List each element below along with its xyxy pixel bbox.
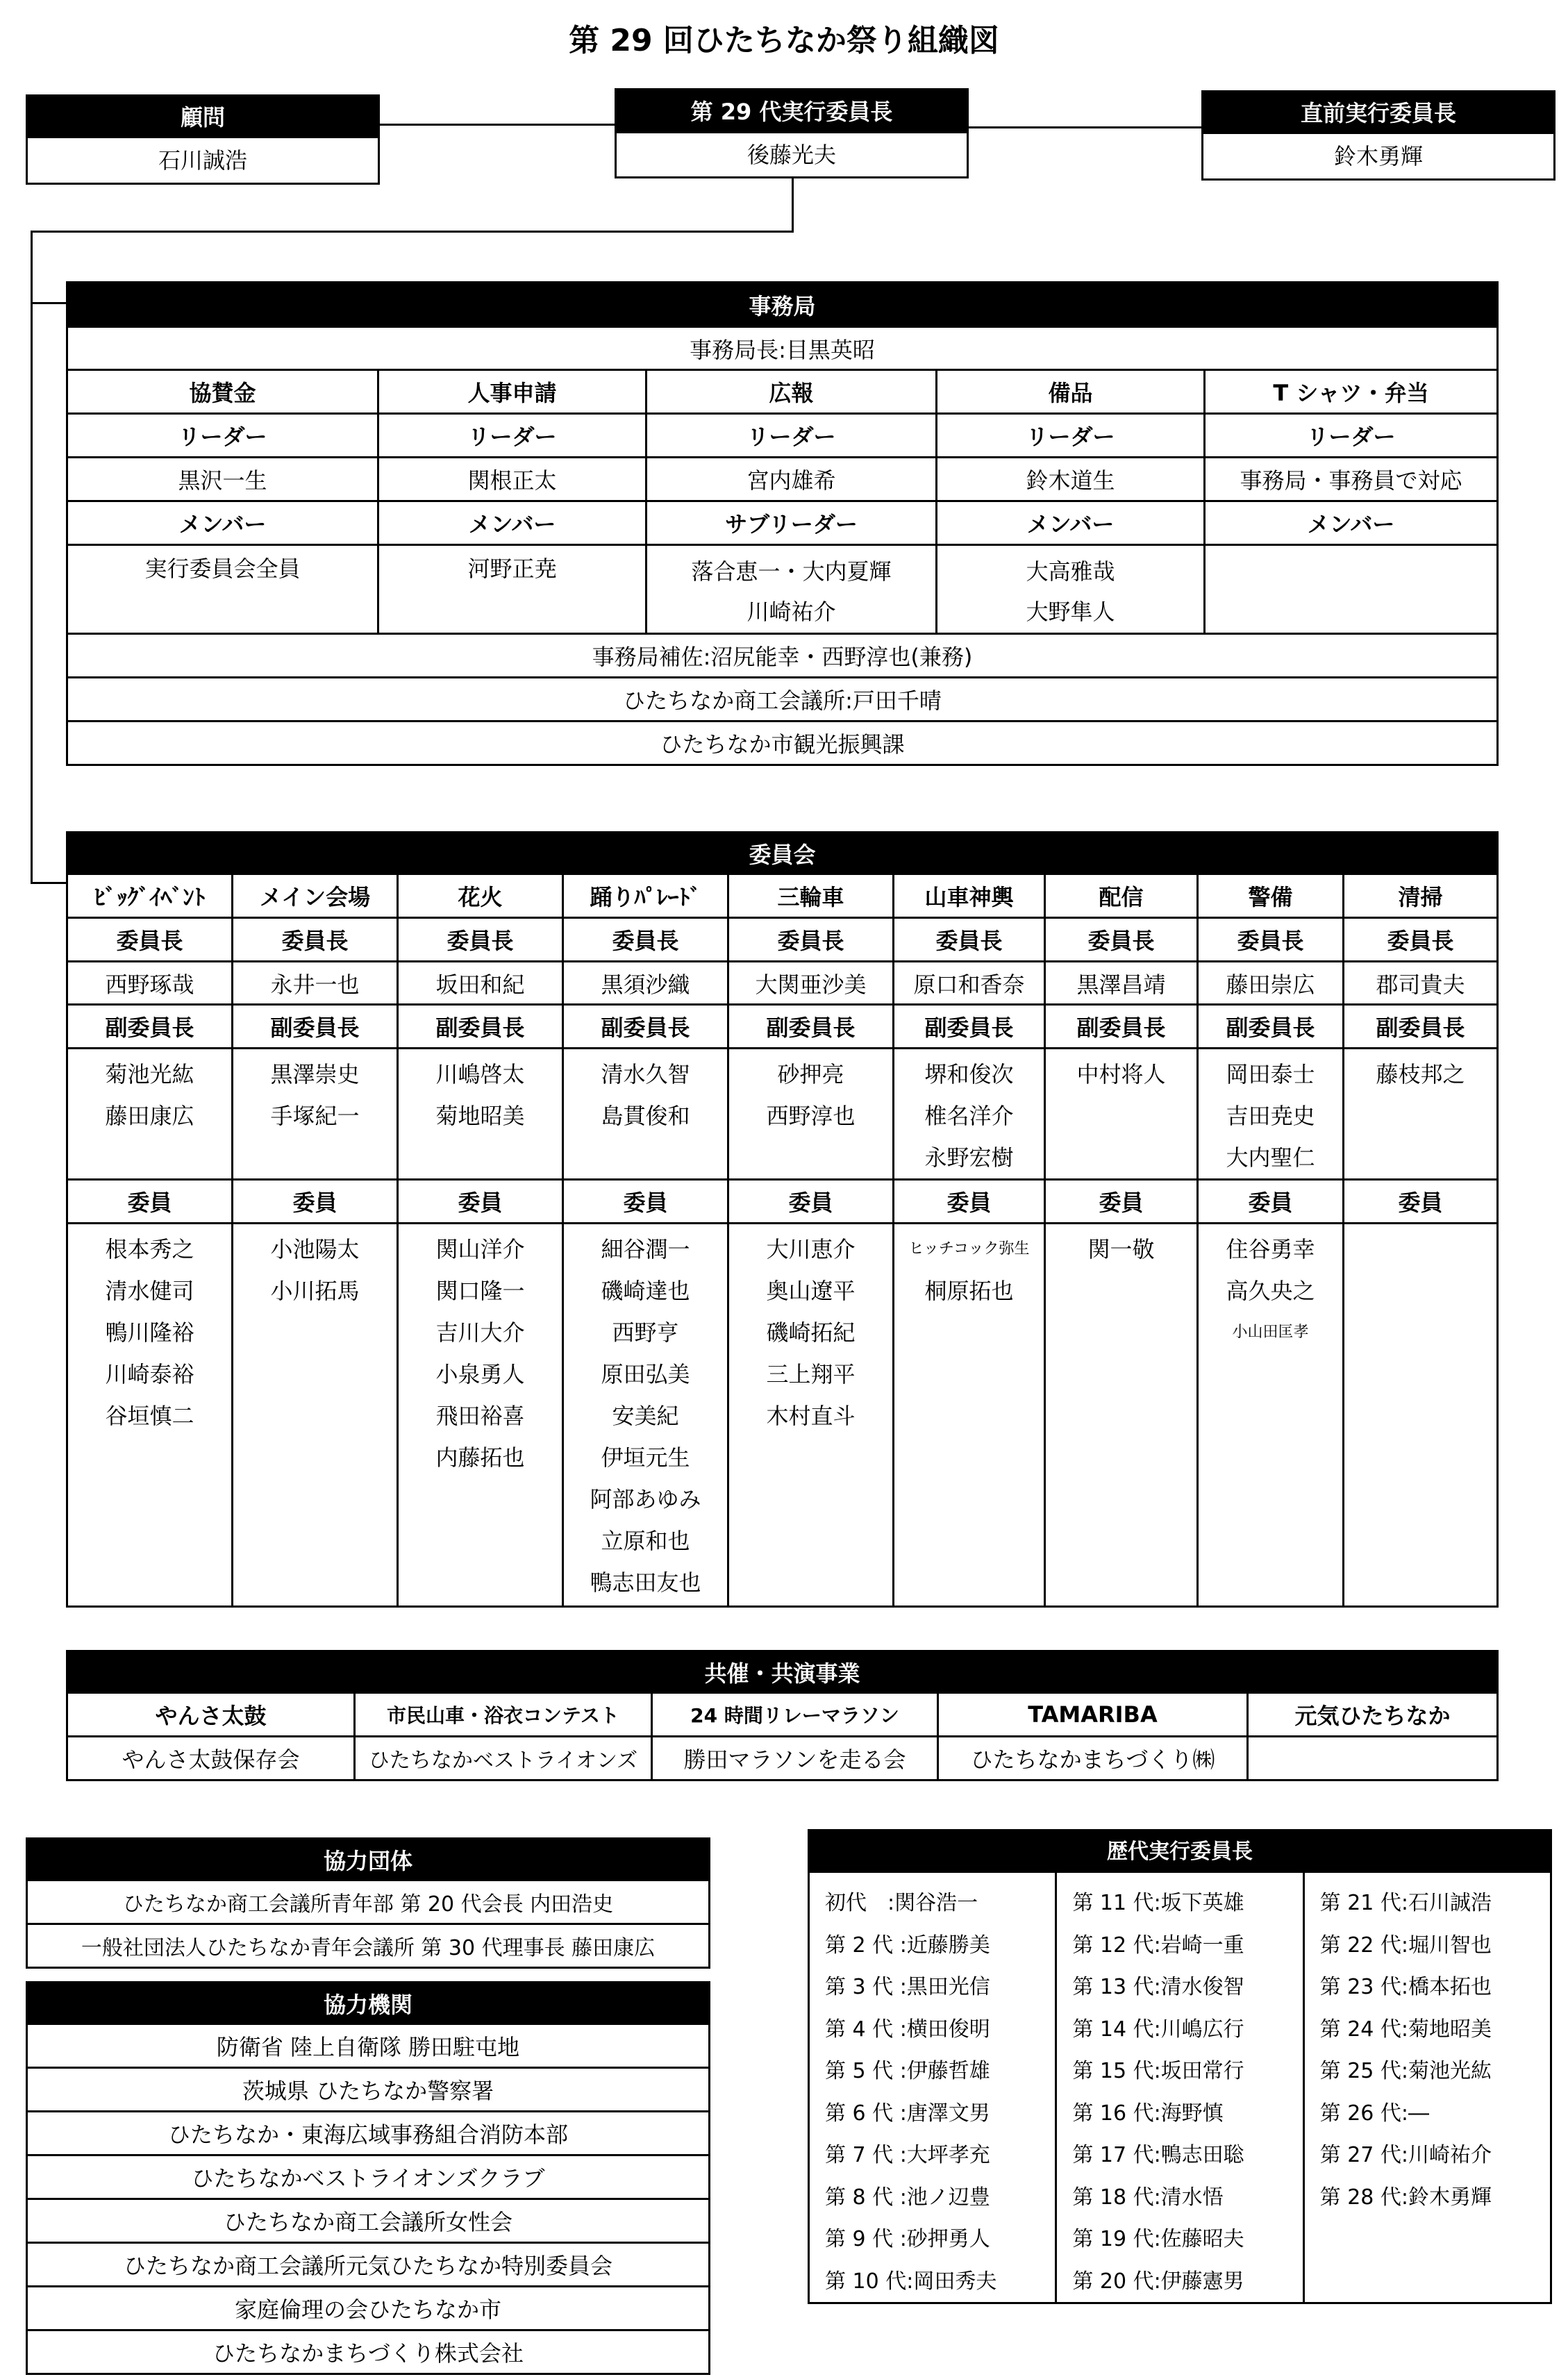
committee-table <box>66 831 1499 1608</box>
cooperating-agency-item: 家庭倫理の会ひたちなか市 <box>27 2287 710 2330</box>
vice-chair-name: 菊地昭美 <box>435 1103 525 1129</box>
cooperating-agency-item: ひたちなか商工会議所元気ひたちなか特別委員会 <box>27 2243 710 2287</box>
history-entry: 第 26 代:― <box>1319 2101 1430 2126</box>
member-label: 委員 <box>398 1180 563 1224</box>
history-entry: 第 15 代:坂田常行 <box>1072 2059 1244 2083</box>
joint-org: やんさ太鼓保存会 <box>67 1737 355 1780</box>
secretariat-members <box>378 545 647 634</box>
committee-columns-row <box>67 874 1498 918</box>
vice-chair-name: 手塚紀一 <box>270 1103 360 1129</box>
secretariat-members <box>647 545 937 634</box>
member-name: 伊垣元生 <box>601 1444 690 1471</box>
member-name: 高久央之 <box>1226 1278 1315 1304</box>
chair-name: 黒澤昌靖 <box>1045 962 1198 1005</box>
secretariat-column: 広報 <box>647 370 937 414</box>
member-name: 根本秀之 <box>105 1236 194 1262</box>
committee-vice-label-row <box>67 1005 1498 1049</box>
secretariat-members-row <box>67 545 1498 634</box>
leader-label: リーダー <box>1205 414 1498 458</box>
history-entry: 第 27 代:川崎祐介 <box>1319 2143 1492 2167</box>
joint-name: 市民山車・浴衣コンテスト <box>355 1693 652 1737</box>
member-name: 磯崎拓紀 <box>766 1319 856 1346</box>
member-label: 委員 <box>233 1180 398 1224</box>
vice-chair-label: 副委員長 <box>1045 1005 1198 1049</box>
leader-name: 宮内雄希 <box>647 458 937 501</box>
vice-chair-name: 椎名洋介 <box>924 1103 1014 1129</box>
history-box <box>808 1829 1552 2304</box>
committee-header: 委員会 <box>67 833 1498 874</box>
committee-column: 山車神輿 <box>894 874 1045 918</box>
history-entry: 第 11 代:坂下英雄 <box>1072 1891 1244 1915</box>
vice-chair-name: 大内聖仁 <box>1226 1144 1315 1171</box>
history-entry: 第 28 代:鈴木勇輝 <box>1319 2185 1492 2210</box>
member-name: 磯崎達也 <box>601 1278 690 1304</box>
secretariat-assistant: 事務局補佐:沼尻能幸・西野淳也(兼務) <box>67 634 1498 678</box>
history-entry: 第 19 代:佐藤昭夫 <box>1072 2227 1244 2251</box>
joint-name: 24 時間リレーマラソン <box>652 1693 938 1737</box>
member-name: 谷垣慎二 <box>105 1403 194 1429</box>
member-label: 委員 <box>1045 1180 1198 1224</box>
secretariat-chamber: ひたちなか商工会議所:戸田千晴 <box>67 678 1498 722</box>
leader-name: 関根正太 <box>378 458 647 501</box>
chair-label: 委員長 <box>728 918 894 962</box>
joint-org <box>1248 1737 1498 1780</box>
member-name: 住谷勇幸 <box>1226 1236 1315 1262</box>
vice-chair-label: 副委員長 <box>1198 1005 1344 1049</box>
prev-chair-header: 直前実行委員長 <box>1203 92 1553 134</box>
leader-label: リーダー <box>378 414 647 458</box>
leader-label: リーダー <box>937 414 1205 458</box>
committee-member-row <box>67 1224 1498 1607</box>
history-entry: 第 23 代:橋本拓也 <box>1319 1975 1492 1999</box>
member-name: 関一敬 <box>1087 1236 1155 1262</box>
committee-members-cell <box>894 1224 1045 1607</box>
chair-name: 原口和香奈 <box>894 962 1045 1005</box>
committee-vices-cell <box>398 1049 563 1180</box>
vice-chair-name: 岡田泰士 <box>1226 1061 1315 1087</box>
committee-column: ﾋﾞｯｸﾞｲﾍﾞﾝﾄ <box>67 874 233 918</box>
cooperating-agency-item: 防衛省 陸上自衛隊 勝田駐屯地 <box>27 2024 710 2068</box>
vice-chair-name: 黒澤崇史 <box>270 1061 360 1087</box>
cooperating-groups-header: 協力団体 <box>27 1839 710 1880</box>
vice-chair-name: 藤枝邦之 <box>1376 1061 1465 1087</box>
member-name: 関山洋介 <box>435 1236 525 1262</box>
history-entry: 第 10 代:岡田秀夫 <box>825 2269 997 2294</box>
secretariat-members <box>937 545 1205 634</box>
cooperating-agency-item: 茨城県 ひたちなか警察署 <box>27 2068 710 2112</box>
joint-org: 勝田マラソンを走る会 <box>652 1737 938 1780</box>
member-label: メンバー <box>937 501 1205 545</box>
chair-name: 永井一也 <box>233 962 398 1005</box>
chair-label: 委員長 <box>1198 918 1344 962</box>
cooperating-agency-item: ひたちなかまちづくり株式会社 <box>27 2330 710 2374</box>
committee-members-cell <box>233 1224 398 1607</box>
cooperating-agency-item: ひたちなかベストライオンズクラブ <box>27 2155 710 2199</box>
member-name: 安美紀 <box>612 1403 679 1429</box>
advisor-name: 石川誠浩 <box>158 147 247 174</box>
chair-label: 委員長 <box>67 918 233 962</box>
leader-name: 事務局・事務員で対応 <box>1205 458 1498 501</box>
member-label: 委員 <box>728 1180 894 1224</box>
member-label: 委員 <box>563 1180 728 1224</box>
joint-header: 共催・共演事業 <box>67 1651 1498 1693</box>
member-name: 桐原拓也 <box>924 1278 1014 1304</box>
member-label: メンバー <box>378 501 647 545</box>
history-entry: 第 20 代:伊藤憲男 <box>1072 2269 1244 2294</box>
chair-name: 黒須沙織 <box>563 962 728 1005</box>
history-header: 歴代実行委員長 <box>810 1831 1550 1873</box>
connector-chair-down <box>792 178 794 232</box>
cooperating-agency-item: ひたちなか・東海広域事務組合消防本部 <box>27 2112 710 2155</box>
committee-column: 踊りﾊﾟﾚｰﾄﾞ <box>563 874 728 918</box>
committee-vices-cell <box>67 1049 233 1180</box>
committee-column: 三輪車 <box>728 874 894 918</box>
leader-name: 黒沢一生 <box>67 458 378 501</box>
committee-chair-label-row <box>67 918 1498 962</box>
advisor-header: 顧問 <box>28 97 378 138</box>
chair-header: 第 29 代実行委員長 <box>617 90 967 133</box>
chair-name: 西野琢哉 <box>67 962 233 1005</box>
chair-name: 郡司貴夫 <box>1344 962 1498 1005</box>
committee-column: 警備 <box>1198 874 1344 918</box>
secretariat-members <box>67 545 378 634</box>
chair-box <box>615 88 969 178</box>
committee-vices-cell <box>894 1049 1045 1180</box>
leader-label: リーダー <box>647 414 937 458</box>
chair-label: 委員長 <box>894 918 1045 962</box>
chair-label: 委員長 <box>233 918 398 962</box>
history-column-1 <box>810 1873 1057 2302</box>
chair-name: 藤田崇広 <box>1198 962 1344 1005</box>
history-entry: 第 22 代:堀川智也 <box>1319 1933 1492 1958</box>
committee-members-cell <box>563 1224 728 1607</box>
history-entry: 第 9 代 :砂押勇人 <box>825 2227 990 2251</box>
history-entry: 第 8 代 :池ノ辺豊 <box>825 2185 990 2210</box>
committee-members-cell <box>1198 1224 1344 1607</box>
committee-column: 配信 <box>1045 874 1198 918</box>
joint-name: TAMARIBA <box>938 1693 1248 1737</box>
member-name: 奥山遼平 <box>766 1278 856 1304</box>
member-name: 小山田匡孝 <box>1232 1324 1309 1341</box>
joint-org: ひたちなかまちづくり㈱ <box>938 1737 1248 1780</box>
connector-advisor <box>380 124 615 126</box>
cooperating-agencies-header: 協力機関 <box>27 1983 710 2024</box>
connector-committee <box>31 882 67 884</box>
member-name: 関口隆一 <box>435 1278 525 1304</box>
member-name: 三上翔平 <box>766 1361 856 1387</box>
committee-vices-cell <box>1344 1049 1498 1180</box>
vice-chair-name: 清水久智 <box>601 1061 690 1087</box>
committee-column: 花火 <box>398 874 563 918</box>
vice-chair-label: 副委員長 <box>563 1005 728 1049</box>
cooperating-groups-table <box>26 1837 710 1969</box>
history-column-2 <box>1057 1873 1304 2302</box>
vice-chair-label: 副委員長 <box>398 1005 563 1049</box>
secretariat-column: 協賛金 <box>67 370 378 414</box>
member-label: サブリーダー <box>647 501 937 545</box>
secretariat-header: 事務局 <box>67 283 1498 327</box>
vice-chair-name: 菊池光紘 <box>105 1061 194 1087</box>
chair-name: 坂田和紀 <box>398 962 563 1005</box>
prev-chair-name: 鈴木勇輝 <box>1333 143 1423 169</box>
history-entry: 第 2 代 :近藤勝美 <box>825 1933 990 1958</box>
member-name: 河野正尭 <box>467 556 557 582</box>
member-name: 落合恵一・大内夏輝 <box>691 558 892 585</box>
history-entry: 第 7 代 :大坪孝充 <box>825 2143 990 2167</box>
committee-members-cell <box>1045 1224 1198 1607</box>
committee-members-cell <box>728 1224 894 1607</box>
joint-org: ひたちなかベストライオンズ <box>355 1737 652 1780</box>
chair-label: 委員長 <box>563 918 728 962</box>
chair-label: 委員長 <box>1344 918 1498 962</box>
chair-name: 大関亜沙美 <box>728 962 894 1005</box>
secretariat-members <box>1205 545 1498 634</box>
joint-name: やんさ太鼓 <box>67 1693 355 1737</box>
cooperating-agencies-table <box>26 1981 710 2375</box>
vice-chair-label: 副委員長 <box>728 1005 894 1049</box>
history-entry: 第 4 代 :横田俊明 <box>825 2017 990 2042</box>
committee-members-cell <box>1344 1224 1498 1607</box>
vice-chair-name: 砂押亮 <box>777 1061 844 1087</box>
secretariat-city: ひたちなか市観光振興課 <box>67 722 1498 765</box>
member-name: 小池陽太 <box>270 1236 360 1262</box>
committee-members-cell <box>67 1224 233 1607</box>
vice-chair-name: 中村将人 <box>1076 1061 1166 1087</box>
member-label: 委員 <box>1198 1180 1344 1224</box>
advisor-box <box>26 94 380 185</box>
member-name: 原田弘美 <box>601 1361 690 1387</box>
history-entry: 第 14 代:川嶋広行 <box>1072 2017 1244 2042</box>
vice-chair-name: 藤田康広 <box>105 1103 194 1129</box>
member-name: 大高雅哉 <box>1026 558 1115 585</box>
secretariat-table <box>66 281 1499 766</box>
member-name: 立原和也 <box>601 1528 690 1554</box>
connector-prev-chair <box>969 126 1201 128</box>
connector-secretariat <box>31 302 67 304</box>
committee-vices-cell <box>233 1049 398 1180</box>
joint-name: 元気ひたちなか <box>1248 1693 1498 1737</box>
member-name: 大川恵介 <box>766 1236 856 1262</box>
member-label: 委員 <box>67 1180 233 1224</box>
cooperating-group-item: ひたちなか商工会議所青年部 第 20 代会長 内田浩史 <box>27 1880 710 1924</box>
vice-chair-name: 川嶋啓太 <box>435 1061 525 1087</box>
member-name: ヒッチコック弥生 <box>908 1240 1030 1258</box>
committee-vices-cell <box>563 1049 728 1180</box>
cooperating-agency-item: ひたちなか商工会議所女性会 <box>27 2199 710 2243</box>
history-entry: 第 5 代 :伊藤哲雄 <box>825 2059 990 2083</box>
committee-vices-cell <box>1045 1049 1198 1180</box>
committee-vice-row <box>67 1049 1498 1180</box>
vice-chair-name: 吉田尭史 <box>1226 1103 1315 1129</box>
history-entry: 第 3 代 :黒田光信 <box>825 1975 990 1999</box>
vice-chair-name: 西野淳也 <box>766 1103 856 1129</box>
member-label: メンバー <box>67 501 378 545</box>
committee-members-cell <box>398 1224 563 1607</box>
connector-trunk <box>31 231 33 884</box>
vice-chair-label: 副委員長 <box>1344 1005 1498 1049</box>
history-column-3 <box>1305 1873 1550 2302</box>
leader-label: リーダー <box>67 414 378 458</box>
vice-chair-label: 副委員長 <box>233 1005 398 1049</box>
history-entry: 初代 :関谷浩一 <box>825 1891 978 1915</box>
secretariat-column: 備品 <box>937 370 1205 414</box>
page-title: 第 29 回ひたちなか祭り組織図 <box>569 23 999 58</box>
joint-table <box>66 1650 1499 1781</box>
member-name: 吉川大介 <box>435 1319 525 1346</box>
chair-label: 委員長 <box>1045 918 1198 962</box>
member-name: 飛田裕喜 <box>435 1403 525 1429</box>
member-name: 川崎祐介 <box>747 599 836 625</box>
member-name: 西野亨 <box>612 1319 679 1346</box>
member-name: 小泉勇人 <box>435 1361 525 1387</box>
secretariat-head: 事務局長:目黒英昭 <box>67 327 1498 370</box>
cooperating-group-item: 一般社団法人ひたちなか青年会議所 第 30 代理事長 藤田康広 <box>27 1924 710 1968</box>
member-name: 実行委員会全員 <box>144 556 301 582</box>
history-entry: 第 18 代:清水悟 <box>1072 2185 1224 2210</box>
history-entry: 第 12 代:岩崎一重 <box>1072 1933 1244 1958</box>
committee-vices-cell <box>1198 1049 1344 1180</box>
vice-chair-name: 永野宏樹 <box>924 1144 1014 1171</box>
chair-name: 後藤光夫 <box>747 142 836 168</box>
member-name: 細谷潤一 <box>601 1236 690 1262</box>
member-name: 小川拓馬 <box>270 1278 360 1304</box>
member-name: 鴨川隆裕 <box>105 1319 194 1346</box>
history-entry: 第 21 代:石川誠浩 <box>1319 1891 1492 1915</box>
connector-horizontal <box>31 231 794 233</box>
vice-chair-label: 副委員長 <box>894 1005 1045 1049</box>
member-label: 委員 <box>1344 1180 1498 1224</box>
member-label: 委員 <box>894 1180 1045 1224</box>
secretariat-column: 人事申請 <box>378 370 647 414</box>
member-label: メンバー <box>1205 501 1498 545</box>
committee-vices-cell <box>728 1049 894 1180</box>
committee-column: 清掃 <box>1344 874 1498 918</box>
committee-chair-row <box>67 962 1498 1005</box>
history-entry: 第 6 代 :唐澤文男 <box>825 2101 990 2126</box>
vice-chair-label: 副委員長 <box>67 1005 233 1049</box>
history-entry: 第 13 代:清水俊智 <box>1072 1975 1244 1999</box>
history-entry: 第 17 代:鴨志田聡 <box>1072 2143 1244 2167</box>
history-entry: 第 16 代:海野慎 <box>1072 2101 1224 2126</box>
chair-label: 委員長 <box>398 918 563 962</box>
leader-name: 鈴木道生 <box>937 458 1205 501</box>
member-name: 阿部あゆみ <box>590 1486 701 1512</box>
member-name: 木村直斗 <box>766 1403 856 1429</box>
vice-chair-name: 島貫俊和 <box>601 1103 690 1129</box>
vice-chair-name: 堺和俊次 <box>924 1061 1014 1087</box>
member-name: 内藤拓也 <box>435 1444 525 1471</box>
committee-member-label-row <box>67 1180 1498 1224</box>
committee-column: メイン会場 <box>233 874 398 918</box>
secretariat-column: T シャツ・弁当 <box>1205 370 1498 414</box>
history-entry: 第 25 代:菊池光紘 <box>1319 2059 1492 2083</box>
prev-chair-box <box>1201 90 1556 181</box>
member-name: 大野隼人 <box>1026 599 1115 625</box>
history-entry: 第 24 代:菊地昭美 <box>1319 2017 1492 2042</box>
member-name: 鴨志田友也 <box>590 1569 701 1596</box>
member-name: 川崎泰裕 <box>105 1361 194 1387</box>
member-name: 清水健司 <box>105 1278 194 1304</box>
